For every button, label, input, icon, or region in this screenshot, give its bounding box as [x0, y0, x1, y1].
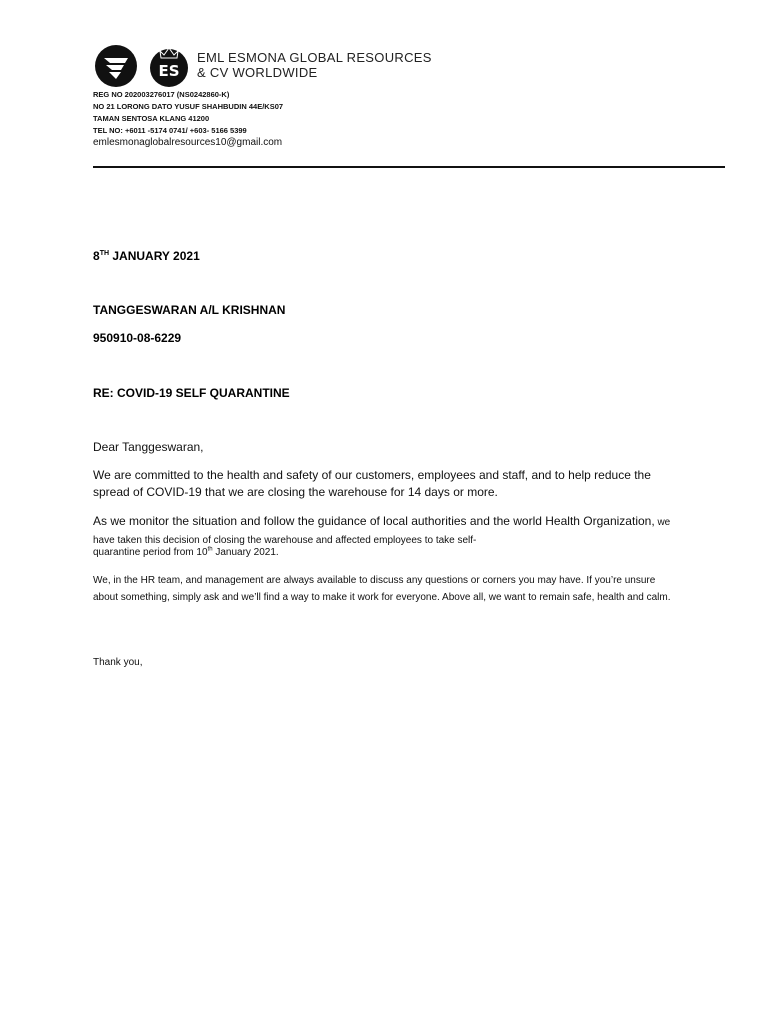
recipient-name: TANGGESWARAN A/L KRISHNAN	[93, 303, 286, 317]
address-line-1: NO 21 LORONG DATO YUSUF SHAHBUDIN 44E/KS07	[93, 102, 284, 111]
svg-text:ES: ES	[158, 62, 180, 80]
recipient-ic-number: 950910-08-6229	[93, 331, 182, 345]
greeting: Dear Tanggeswaran,	[93, 440, 204, 454]
company-name	[197, 50, 432, 80]
quarantine-start-post: January 2021.	[212, 547, 279, 558]
date-rest: JANUARY 2021	[109, 249, 200, 263]
paragraph-2	[93, 513, 683, 549]
company-name-line1: EML ESMONA GLOBAL RESOURCES	[197, 50, 432, 65]
ev-monogram-logo-icon	[94, 44, 138, 88]
company-name-line2: & CV WORLDWIDE	[197, 65, 318, 80]
telephone: TEL NO: +6011 -5174 0741/ +603- 5166 5399	[93, 126, 247, 135]
date-suffix: TH	[99, 250, 110, 257]
header-divider	[93, 166, 725, 168]
date-day: 8	[93, 249, 100, 263]
paragraph-3: We, in the HR team, and management are always available to discuss any questions or corners you may have. If you’re unsure about something, simply ask and we’ll find a way to make it work for everyone. Above all, we want to remain safe, health and calm.	[93, 575, 671, 603]
paragraph-2-lead: As we monitor the situation and follow the guidance of local authorities and the world Health Organization,	[93, 514, 655, 528]
letter-date	[93, 249, 200, 263]
subject-line: RE: COVID-19 SELF QUARANTINE	[93, 386, 290, 400]
registration-number: REG NO 202003276017 (NS0242860-K)	[93, 90, 230, 99]
paragraph-1: We are committed to the health and safety of our customers, employees and staff, and to help reduce the spread of COVID-19 that we are closing the warehouse for 14 days or more.	[93, 468, 651, 499]
quarantine-start-pre: quarantine period from 10	[93, 547, 208, 558]
closing: Thank you,	[93, 657, 143, 668]
address-line-2: TAMAN SENTOSA KLANG 41200	[93, 114, 210, 123]
quarantine-start-sup: th	[207, 546, 213, 553]
email-address: emlesmonaglobalresources10@gmail.com	[93, 137, 283, 148]
crown-es-monogram-logo-icon	[147, 44, 191, 88]
paragraph-2-line-2	[93, 547, 683, 558]
letterhead	[94, 44, 432, 88]
paragraph-2-continuation: we have taken this decision of closing the warehouse and affected employees to take self-	[93, 517, 671, 546]
